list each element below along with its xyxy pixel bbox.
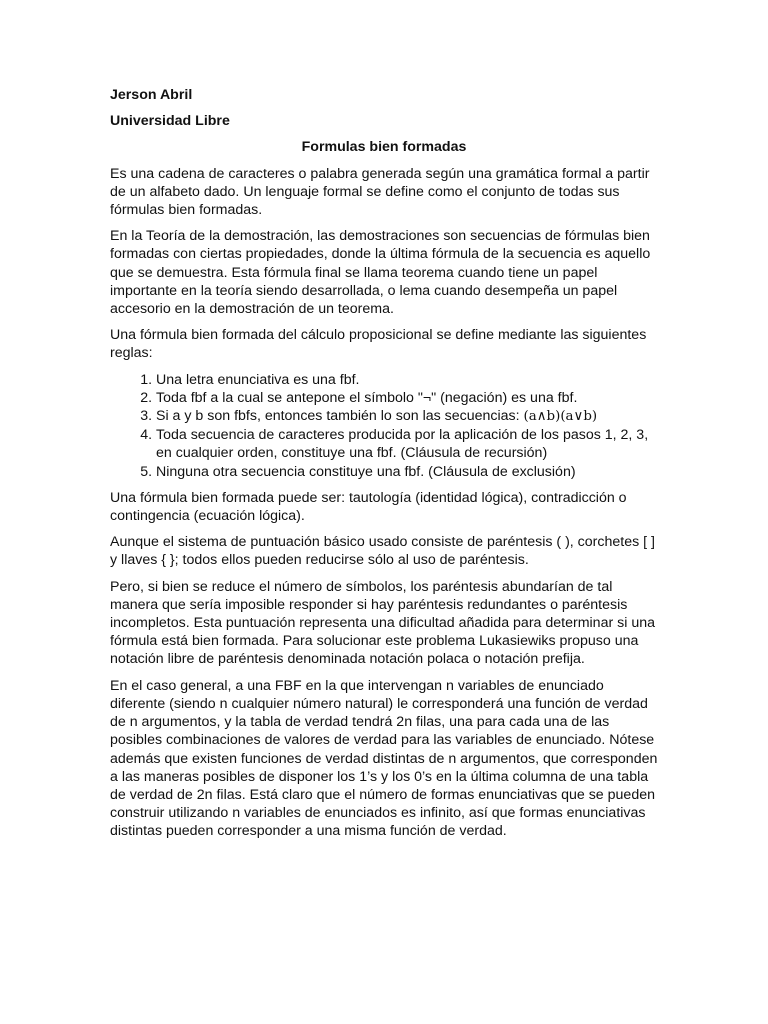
- author-name: Jerson Abril: [110, 87, 193, 103]
- document-page: [110, 86, 658, 849]
- rule-text: Ninguna otra secuencia constituye una fbf. (Cláusula de exclusión): [156, 463, 576, 480]
- university-name: Universidad Libre: [110, 113, 230, 130]
- rule-item: [156, 426, 658, 462]
- paragraph-truth-functions: En el caso general, a una FBF en la que intervengan n variables de enunciado diferente (siendo n cualquier número natural) le corresponderá una función de verdad de n argumentos, y la tabla de verdad tendrá 2n filas, una para cada una de las posibles combinaciones de valores de verdad para las variables de enunciado. Nótese además que existen funciones de verdad distintas de n argumentos, que corresponden a las maneras posibles de disponer los 1’s y los 0’s en la última columna de una tabla de verdad de 2n filas. Está claro que el número de formas enunciativas que se pueden construir utilizando n variables de enunciados es infinito, así que formas enunciativas distintas pueden corresponder a una misma función de verdad.: [110, 677, 658, 840]
- paragraph-proof-theory: En la Teoría de la demostración, las demostraciones son secuencias de fórmulas bien formadas con ciertas propiedades, donde la última fórmula de la secuencia es aquello que se demuestra. Esta fórmula final se llama teorema cuando tiene un papel importante en la teoría siendo desarrollada, o lema cuando desempeña un papel accesorio en la demostración de un teorema.: [110, 228, 651, 318]
- paragraph-classification: Una fórmula bien formada puede ser: tautología (identidad lógica), contradicción o contingencia (ecuación lógica).: [110, 489, 627, 525]
- rules-list: [110, 371, 658, 481]
- rule-item: [156, 407, 658, 426]
- rule-item: [156, 463, 658, 481]
- rule-formula: (a∧b)(a∨b): [523, 409, 598, 425]
- rule-text: Si a y b son fbfs, entonces también lo son las secuencias:: [156, 408, 524, 425]
- rule-text: Toda fbf a la cual se antepone el símbolo "¬" (negación) es una fbf.: [156, 389, 578, 406]
- document-title: Formulas bien formadas: [301, 139, 467, 156]
- rule-item: [156, 371, 658, 389]
- paragraph-punctuation: Aunque el sistema de puntuación básico usado consiste de paréntesis ( ), corchetes [ ] y llaves { }; todos ellos pueden reducirse sólo al uso de paréntesis.: [110, 534, 655, 569]
- rule-text: Una letra enunciativa es una fbf.: [156, 371, 360, 388]
- rule-item: [156, 389, 658, 407]
- rule-text: Toda secuencia de caracteres producida por la aplicación de los pasos 1, 2, 3, en cualquier orden, constituye una fbf. (Cláusula de recursión): [156, 427, 649, 462]
- paragraph-polish-notation: Pero, si bien se reduce el número de símbolos, los paréntesis abundarían de tal manera que sería imposible responder si hay paréntesis redundantes o paréntesis incompletos. Esta puntuación representa una dificultad añadida para determinar si una fórmula está bien formada. Para solucionar este problema Lukasiewiks propuso una notación libre de paréntesis denominada notación polaca o notación prefija.: [110, 578, 655, 668]
- paragraph-definition: Es una cadena de caracteres o palabra generada según una gramática formal a partir de un alfabeto dado. Un lenguaje formal se define como el conjunto de todas sus fórmulas bien formadas.: [110, 165, 650, 219]
- paragraph-rules-intro: Una fórmula bien formada del cálculo proposicional se define mediante las siguientes reglas:: [110, 327, 647, 362]
